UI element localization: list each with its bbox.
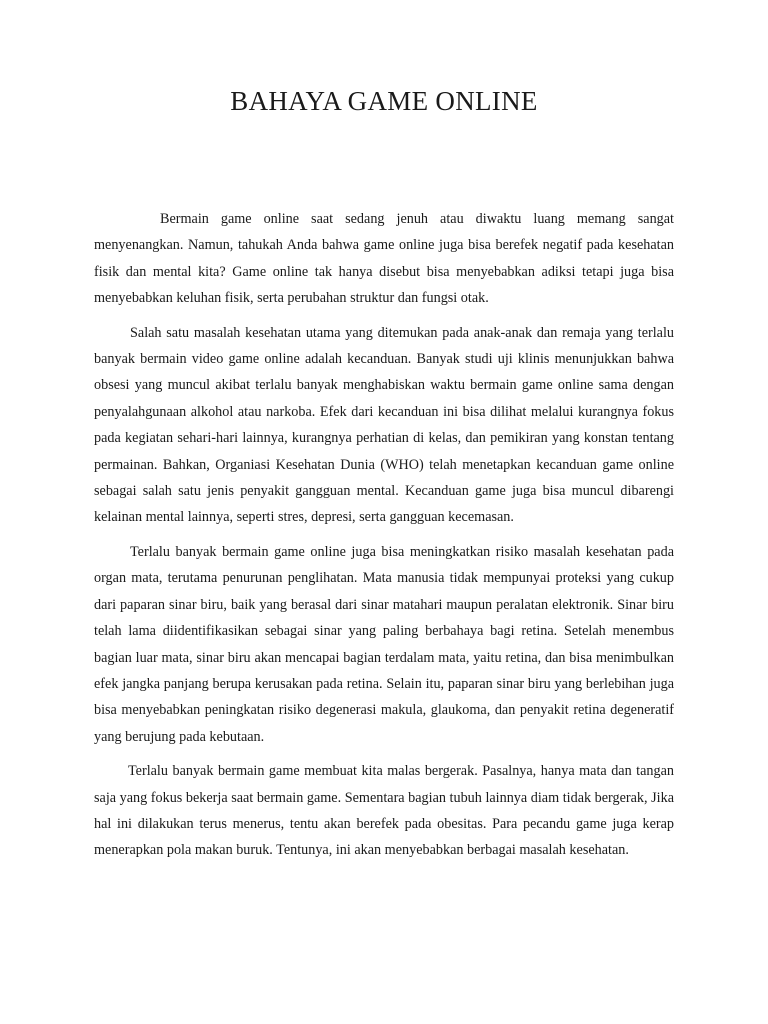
paragraph-obesity: Terlalu banyak bermain game membuat kita malas bergerak. Pasalnya, hanya mata dan tangan saja yang fokus bekerja saat bermain game. Sementara bagian tubuh lainnya diam tidak bergerak, Jika hal ini dilakukan terus menerus, tentu akan berefek pada obesitas. Para pecandu game juga kerap menerapkan pola makan buruk. Tentunya, ini akan menyebabkan berbagai masalah kesehatan. xyxy=(94,763,674,859)
document-title: BAHAYA GAME ONLINE xyxy=(230,86,538,116)
paragraph-addiction: Salah satu masalah kesehatan utama yang ditemukan pada anak-anak dan remaja yang terlalu banyak bermain video game online adalah kecanduan. Banyak studi uji klinis menunjukkan bahwa obsesi yang muncul akibat terlalu banyak menghabiskan waktu bermain game online sama dengan penyalahgunaan alkohol atau narkoba. Efek dari kecanduan ini bisa dilihat melalui kurangnya fokus pada kegiatan sehari-hari lainnya, kurangnya perhatian di kelas, dan pemikiran yang konstan tentang permainan. Bahkan, Organiasi Kesehatan Dunia (WHO) telah menetapkan kecanduan game online sebagai salah satu jenis penyakit gangguan mental. Kecanduan game juga bisa muncul dibarengi kelainan mental lainnya, seperti stres, depresi, serta gangguan kecemasan. xyxy=(94,324,674,526)
document-body xyxy=(94,206,674,872)
paragraph-intro: Bermain game online saat sedang jenuh atau diwaktu luang memang sangat menyenangkan. Namun, tahukah Anda bahwa game online juga bisa berefek negatif pada kesehatan fisik dan mental kita? Game online tak hanya disebut bisa menyebabkan adiksi tetapi juga bisa menyebabkan keluhan fisik, serta perubahan struktur dan fungsi otak. xyxy=(94,211,674,307)
paragraph-eye-health: Terlalu banyak bermain game online juga bisa meningkatkan risiko masalah kesehatan pada organ mata, terutama penurunan penglihatan. Mata manusia tidak mempunyai proteksi yang cukup dari paparan sinar biru, baik yang berasal dari sinar matahari maupun peralatan elektronik. Sinar biru telah lama diidentifikasikan sebagai sinar yang paling berbahaya bagi retina. Setelah menembus bagian luar mata, sinar biru akan mencapai bagian terdalam mata, yaitu retina, dan bisa menimbulkan efek jangka panjang berupa kerusakan pada retina. Selain itu, paparan sinar biru yang berlebihan juga bisa menyebabkan peningkatan risiko degenerasi makula, glaukoma, dan penyakit retina degeneratif yang berujung pada kebutaan. xyxy=(94,543,674,745)
